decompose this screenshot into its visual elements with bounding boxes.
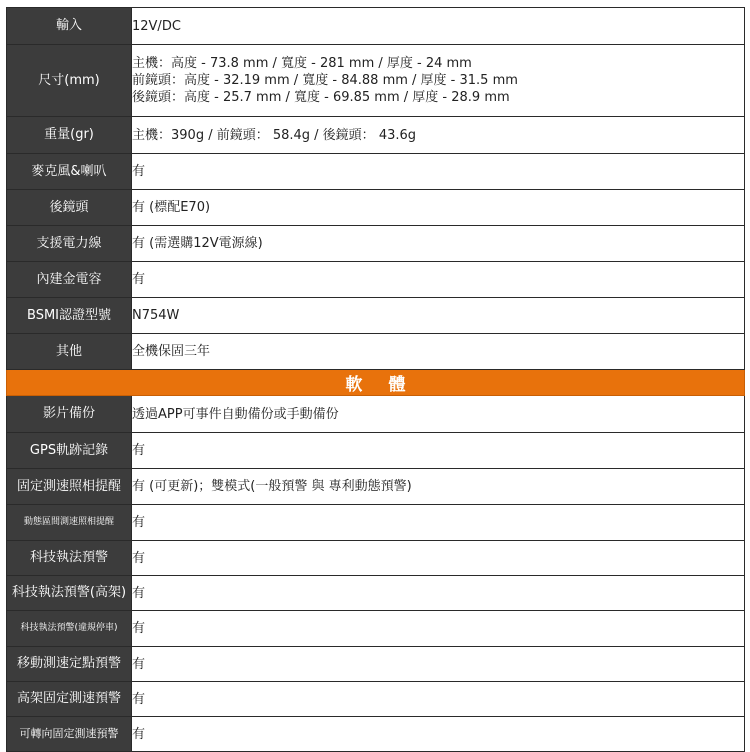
spec-label: 支援電力線 bbox=[7, 226, 132, 262]
spec-value: 有 bbox=[132, 682, 745, 717]
spec-label: GPS軌跡記錄 bbox=[7, 433, 132, 469]
spec-value bbox=[132, 262, 745, 298]
spec-value: 有 bbox=[132, 433, 745, 469]
spec-value bbox=[132, 154, 745, 190]
spec-label: 其他 bbox=[7, 334, 132, 370]
spec-row-video-backup bbox=[7, 396, 745, 433]
spec-value bbox=[132, 298, 745, 334]
spec-value-line: 有 bbox=[132, 164, 146, 179]
spec-label: 輸入 bbox=[7, 8, 132, 45]
spec-value bbox=[132, 226, 745, 262]
spec-label: 尺寸(mm) bbox=[7, 45, 132, 117]
spec-row-weight bbox=[7, 117, 745, 154]
spec-row-fixed-speed-camera bbox=[7, 469, 745, 505]
spec-value: 有 (可更新)；雙模式(一般預警 與 專利動態預警) bbox=[132, 469, 745, 505]
spec-value: 有 bbox=[132, 717, 745, 752]
spec-value: 有 bbox=[132, 647, 745, 682]
spec-label: 麥克風&喇叭 bbox=[7, 154, 132, 190]
spec-value-line: 後鏡頭：高度 - 25.7 mm / 寬度 - 69.85 mm / 厚度 - 28.9 mm bbox=[132, 90, 510, 105]
spec-row-gps-track bbox=[7, 433, 745, 469]
spec-row-tech-enforcement bbox=[7, 541, 745, 576]
spec-value: 有 bbox=[132, 505, 745, 541]
spec-label: 科技執法預警(違規停車) bbox=[7, 611, 132, 647]
spec-value: 有 bbox=[132, 576, 745, 611]
spec-value: 有 bbox=[132, 611, 745, 647]
spec-label: 影片備份 bbox=[7, 396, 132, 433]
spec-value bbox=[132, 190, 745, 226]
spec-row-elevated-fixed-speed bbox=[7, 682, 745, 717]
spec-row-other bbox=[7, 334, 745, 370]
spec-label: BSMI認證型號 bbox=[7, 298, 132, 334]
spec-value-line: 12V/DC bbox=[132, 18, 181, 34]
spec-value-line: 主機：390g / 前鏡頭： 58.4g / 後鏡頭： 43.6g bbox=[132, 127, 417, 143]
spec-label: 科技執法預警 bbox=[7, 541, 132, 576]
spec-value-line: 全機保固三年 bbox=[132, 344, 211, 359]
spec-row-mobile-speed-point bbox=[7, 647, 745, 682]
spec-value: 透過APP可事件自動備份或手動備份 bbox=[132, 396, 745, 433]
spec-value bbox=[132, 117, 745, 154]
spec-label: 高架固定測速預警 bbox=[7, 682, 132, 717]
spec-label: 重量(gr) bbox=[7, 117, 132, 154]
spec-label: 移動測速定點預警 bbox=[7, 647, 132, 682]
section-title: 軟體 bbox=[7, 370, 745, 396]
spec-table bbox=[6, 7, 745, 752]
spec-row-capacitor bbox=[7, 262, 745, 298]
spec-label: 科技執法預警(高架) bbox=[7, 576, 132, 611]
spec-row-tech-enforcement-elevated bbox=[7, 576, 745, 611]
spec-row-rear-camera bbox=[7, 190, 745, 226]
spec-label: 動態區間測速照相提醒 bbox=[7, 505, 132, 541]
spec-label: 後鏡頭 bbox=[7, 190, 132, 226]
spec-row-mic-speaker bbox=[7, 154, 745, 190]
spec-row-tech-enforcement-parking bbox=[7, 611, 745, 647]
spec-label: 固定測速照相提醒 bbox=[7, 469, 132, 505]
spec-label: 內建金電容 bbox=[7, 262, 132, 298]
spec-value-line: 主機：高度 - 73.8 mm / 寬度 - 281 mm / 厚度 - 24 mm bbox=[132, 56, 472, 71]
spec-row-bsmi bbox=[7, 298, 745, 334]
spec-row-section-speed-camera bbox=[7, 505, 745, 541]
spec-label: 可轉向固定測速預警 bbox=[7, 717, 132, 752]
spec-value bbox=[132, 334, 745, 370]
spec-row-rotatable-fixed-speed bbox=[7, 717, 745, 752]
spec-value: 有 bbox=[132, 541, 745, 576]
spec-row-dimensions bbox=[7, 45, 745, 117]
spec-row-power-cable bbox=[7, 226, 745, 262]
spec-value bbox=[132, 45, 745, 117]
spec-value-line: 有 (需選購12V電源線) bbox=[132, 236, 263, 251]
spec-value-line: 前鏡頭：高度 - 32.19 mm / 寬度 - 84.88 mm / 厚度 - 31.5 mm bbox=[132, 73, 518, 88]
spec-value bbox=[132, 8, 745, 45]
section-header-software bbox=[7, 370, 745, 396]
spec-value-line: 有 (標配E70) bbox=[132, 200, 211, 215]
spec-row-input bbox=[7, 8, 745, 45]
spec-value-line: N754W bbox=[132, 308, 180, 323]
spec-value-line: 有 bbox=[132, 272, 146, 287]
